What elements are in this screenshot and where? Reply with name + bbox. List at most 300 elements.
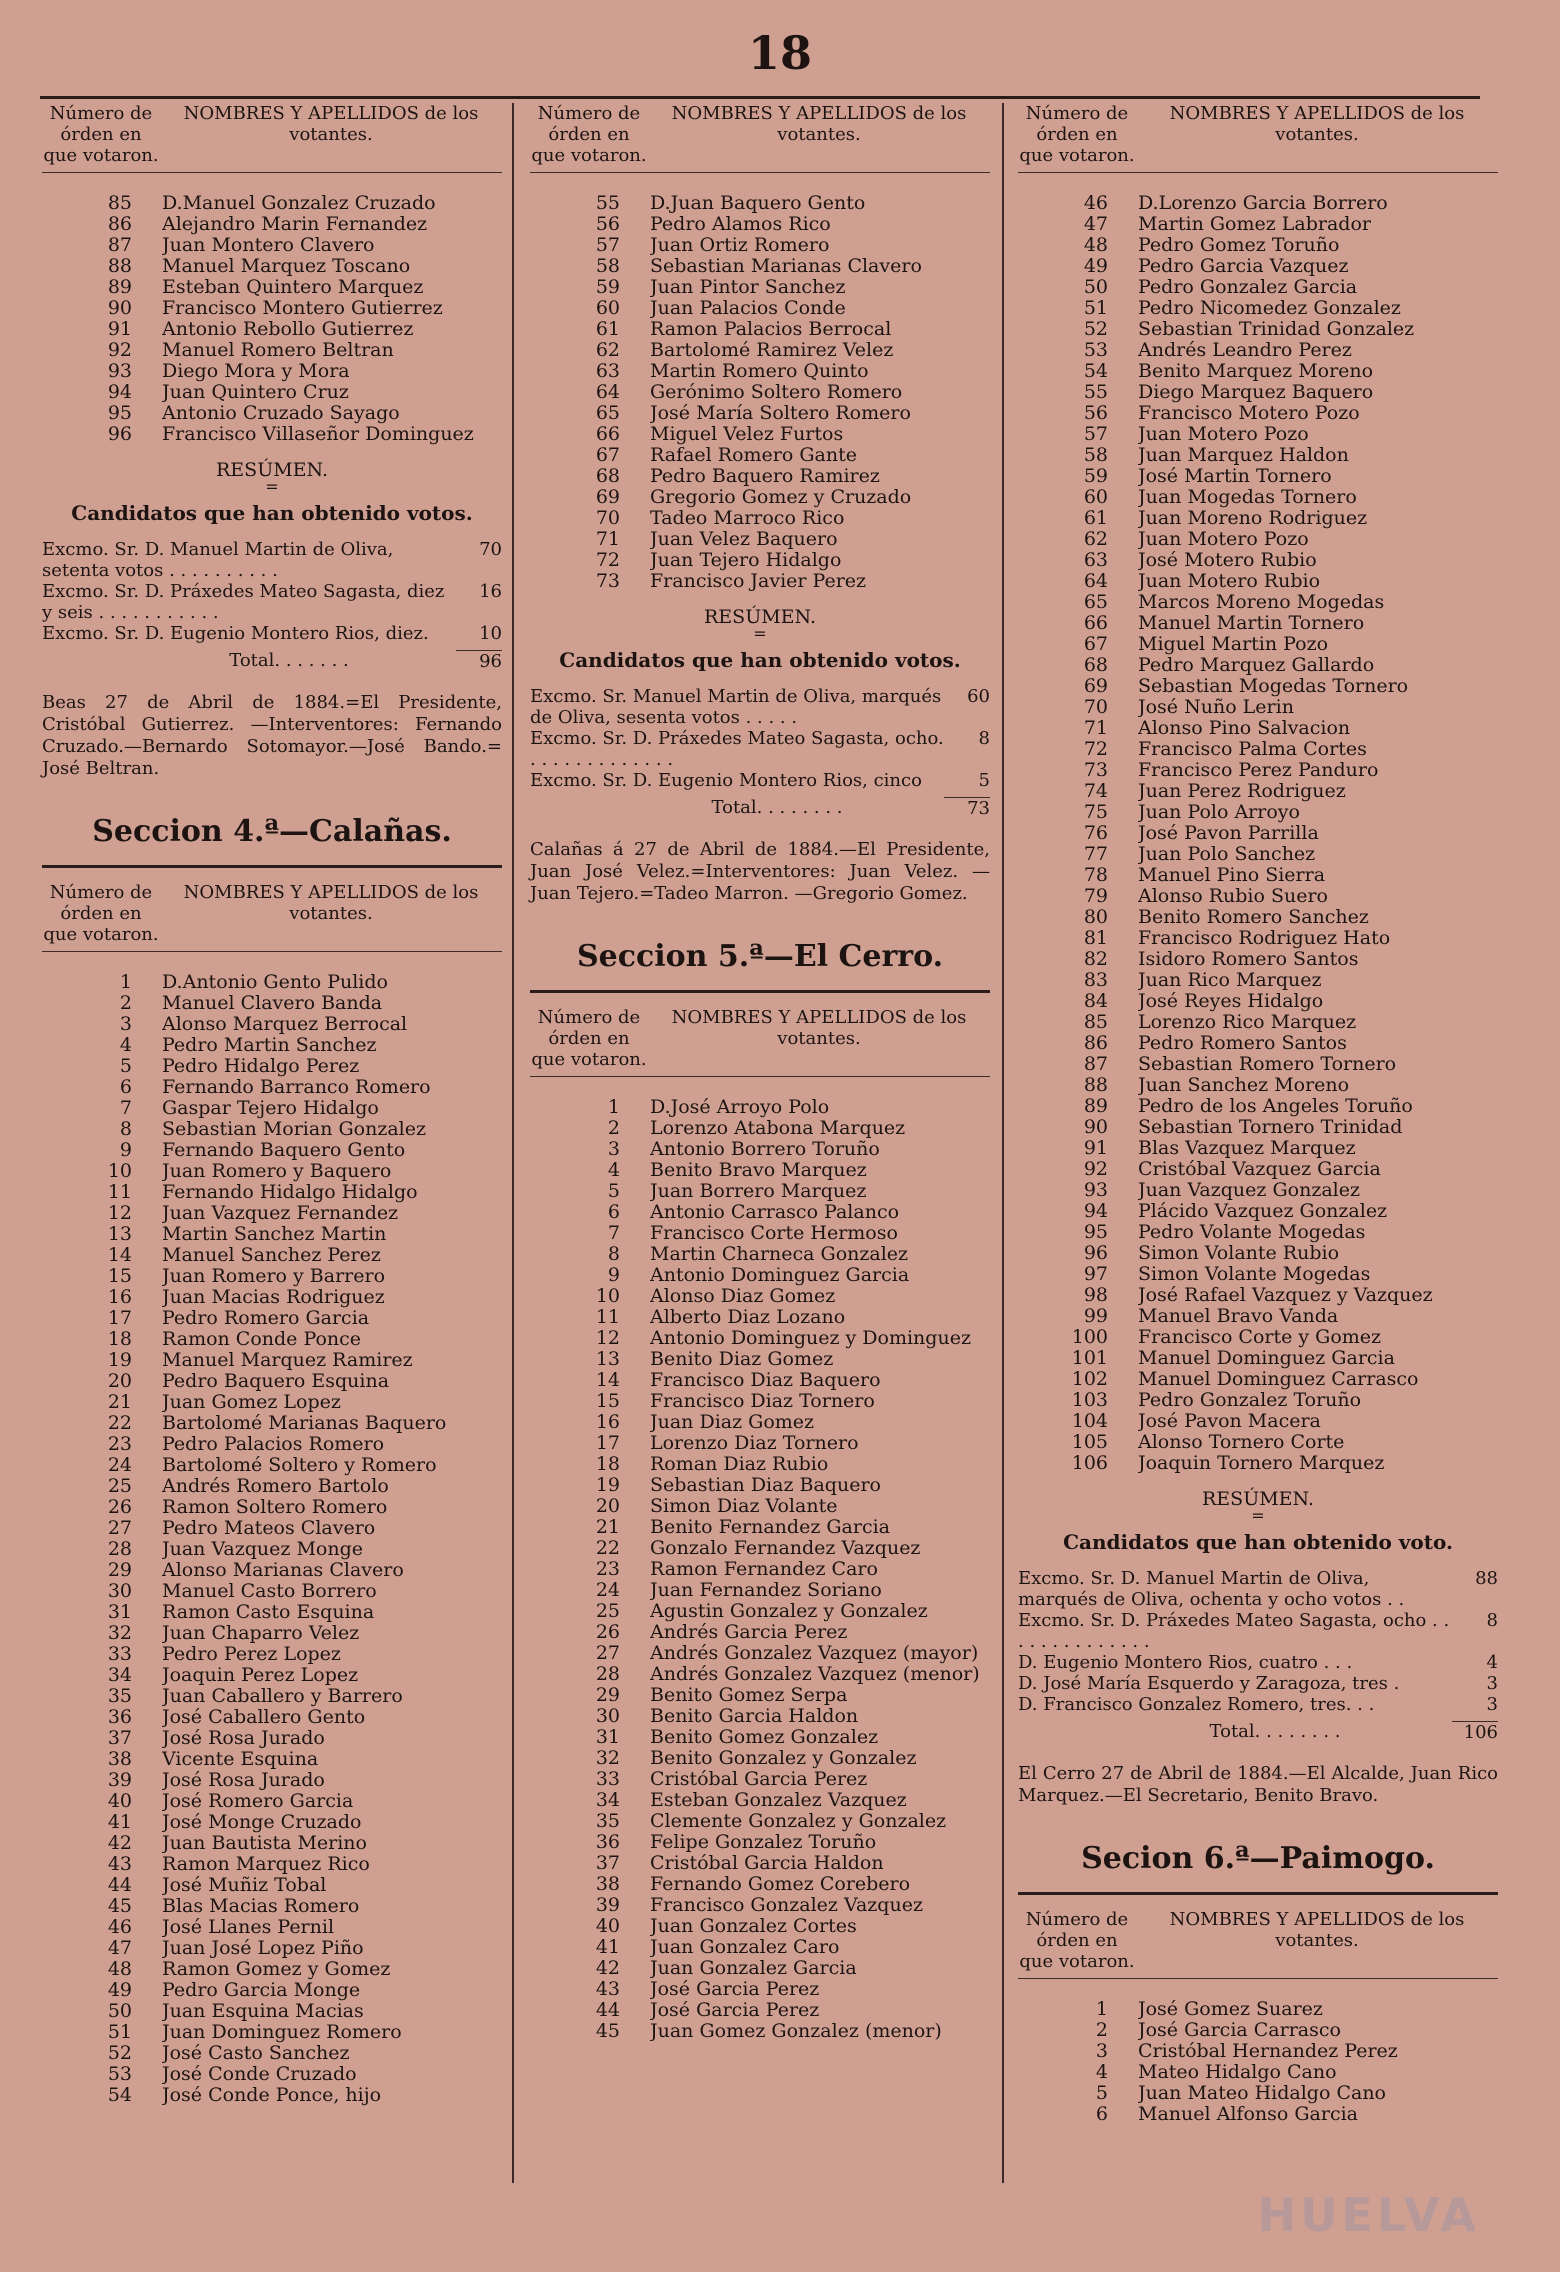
voter-row [530, 1538, 990, 1559]
voter-name: Blas Macias Romero [162, 1896, 360, 1917]
voter-row [530, 1916, 990, 1937]
top-rule [40, 96, 1480, 99]
voter-name: Bartolomé Ramirez Velez [650, 340, 894, 361]
voter-name: Esteban Quintero Marquez [162, 277, 424, 298]
voter-name: Francisco Javier Perez [650, 571, 867, 592]
voter-number: 93 [107, 360, 132, 382]
voter-name: José Casto Sanchez [162, 2043, 350, 2064]
voter-number: 53 [1083, 339, 1108, 361]
voter-number: 105 [1071, 1431, 1108, 1453]
voter-number: 32 [107, 1622, 132, 1644]
voter-number: 31 [107, 1601, 132, 1623]
voter-number: 27 [107, 1517, 132, 1539]
voter-name: Cristóbal Hernandez Perez [1138, 2041, 1398, 2062]
voter-name: Andrés Gonzalez Vazquez (mayor) [650, 1643, 979, 1664]
voter-row [1018, 256, 1498, 277]
voter-name: Manuel Marquez Ramirez [162, 1350, 413, 1371]
voter-name: Gerónimo Soltero Romero [650, 382, 903, 403]
voter-name: Fernando Hidalgo Hidalgo [162, 1182, 418, 1203]
candidate-text: D. Eugenio Montero Rios, cuatro . . . [1018, 1652, 1353, 1673]
voter-row [530, 1307, 990, 1328]
voter-row [530, 1727, 990, 1748]
voter-name: Pedro Mateos Clavero [162, 1518, 376, 1539]
voter-row [1018, 592, 1498, 613]
voter-row [1018, 1369, 1498, 1390]
voter-name: Andrés Leandro Perez [1138, 340, 1352, 361]
voter-name: Andrés Romero Bartolo [162, 1476, 389, 1497]
vote-list [530, 686, 990, 791]
voter-name: Antonio Rebollo Gutierrez [162, 319, 414, 340]
voter-number: 20 [107, 1370, 132, 1392]
voter-row [530, 1517, 990, 1538]
voter-row [530, 277, 990, 298]
voter-number: 66 [1083, 612, 1108, 634]
voter-name: Juan Romero y Barrero [162, 1266, 386, 1287]
voter-row [1018, 214, 1498, 235]
voter-name: Manuel Martin Tornero [1138, 613, 1365, 634]
voter-name: D.Lorenzo Garcia Borrero [1138, 193, 1388, 214]
voter-number: 42 [595, 1957, 620, 1979]
voter-row [530, 256, 990, 277]
voter-row [42, 1287, 502, 1308]
voter-number: 29 [107, 1559, 132, 1581]
section-voter-list [530, 1097, 990, 2042]
voter-row [530, 1181, 990, 1202]
voter-row [530, 529, 990, 550]
voter-number: 99 [1083, 1305, 1108, 1327]
vote-count: 3 [1486, 1673, 1498, 1694]
voter-name: Cristóbal Garcia Haldon [650, 1853, 884, 1874]
voter-number: 4 [607, 1159, 620, 1181]
voter-name: Bartolomé Soltero y Romero [162, 1455, 437, 1476]
voter-number: 65 [1083, 591, 1108, 613]
voter-number: 63 [595, 360, 620, 382]
voter-row [530, 1874, 990, 1895]
voter-name: José Martin Tornero [1138, 466, 1332, 487]
voter-row [42, 235, 502, 256]
voter-name: Juan Motero Rubio [1138, 571, 1321, 592]
voter-row [530, 1895, 990, 1916]
voter-number: 45 [595, 2020, 620, 2042]
header-order: Número de órden en que votaron. [43, 103, 159, 166]
voter-row [1018, 550, 1498, 571]
voter-name: Juan Caballero y Barrero [162, 1686, 403, 1707]
voter-name: José Llanes Pernil [162, 1917, 335, 1938]
voter-row [530, 193, 990, 214]
voter-number: 19 [107, 1349, 132, 1371]
vote-row [42, 623, 502, 644]
voter-name: Juan Gomez Gonzalez (menor) [650, 2021, 942, 2042]
voter-name: Juan Gomez Lopez [162, 1392, 341, 1413]
voter-number: 4 [119, 1034, 132, 1056]
voter-number: 24 [595, 1579, 620, 1601]
voter-number: 1 [119, 971, 132, 993]
table-header [42, 103, 502, 166]
voter-number: 28 [107, 1538, 132, 1560]
voter-row [530, 1370, 990, 1391]
voter-number: 23 [107, 1433, 132, 1455]
candidate-text: Excmo. Sr. D. Manuel Martin de Oliva, marqués de Oliva, ochenta y ocho votos . . [1018, 1568, 1405, 1610]
voter-row [42, 1959, 502, 1980]
vote-row [530, 770, 990, 791]
voter-number: 55 [595, 192, 620, 214]
voter-row [42, 1476, 502, 1497]
voter-row [1018, 739, 1498, 760]
voter-number: 85 [107, 192, 132, 214]
voter-number: 78 [1083, 864, 1108, 886]
voter-row [530, 571, 990, 592]
voter-number: 15 [107, 1265, 132, 1287]
voter-name: José Rosa Jurado [162, 1770, 325, 1791]
voter-number: 90 [1083, 1116, 1108, 1138]
voter-row [42, 1602, 502, 1623]
voter-number: 17 [107, 1307, 132, 1329]
candidate-text: Excmo. Sr. D. Práxedes Mateo Sagasta, ocho. . . . . . . . . . . . . . [530, 728, 944, 770]
voter-number: 68 [1083, 654, 1108, 676]
voter-row [1018, 865, 1498, 886]
voter-row [1018, 760, 1498, 781]
table-header [530, 103, 990, 166]
voter-number: 71 [595, 528, 620, 550]
voter-number: 31 [595, 1726, 620, 1748]
voter-number: 17 [595, 1432, 620, 1454]
voter-name: Juan Diaz Gomez [650, 1412, 815, 1433]
voter-number: 11 [595, 1306, 620, 1328]
voter-number: 94 [107, 381, 132, 403]
voter-number: 64 [595, 381, 620, 403]
voter-row [42, 1329, 502, 1350]
voter-number: 24 [107, 1454, 132, 1476]
voter-name: Benito Romero Sanchez [1138, 907, 1369, 928]
voter-row [530, 1286, 990, 1307]
voter-name: Pedro Baquero Esquina [162, 1371, 390, 1392]
voter-name: José Garcia Perez [650, 2000, 820, 2021]
voter-number: 3 [119, 1013, 132, 1035]
voter-number: 22 [107, 1412, 132, 1434]
voter-row [1018, 718, 1498, 739]
voter-row [1018, 1117, 1498, 1138]
page-number: 18 [747, 26, 812, 80]
voter-list [530, 193, 990, 592]
voter-number: 62 [1083, 528, 1108, 550]
voter-number: 4 [1095, 2061, 1108, 2083]
voter-name: Isidoro Romero Santos [1138, 949, 1359, 970]
voter-name: Esteban Gonzalez Vazquez [650, 1790, 907, 1811]
voter-number: 35 [595, 1810, 620, 1832]
voter-row [42, 1266, 502, 1287]
voter-row [1018, 529, 1498, 550]
voter-row [530, 550, 990, 571]
header-order: Número de órden en que votaron. [1019, 103, 1135, 166]
voter-name: Cristóbal Vazquez Garcia [1138, 1159, 1381, 1180]
voter-name: Andrés Gonzalez Vazquez (menor) [650, 1664, 980, 1685]
voter-row [1018, 1453, 1498, 1474]
voter-name: José María Soltero Romero [650, 403, 911, 424]
voter-row [1018, 949, 1498, 970]
voter-name: Pedro Marquez Gallardo [1138, 655, 1375, 676]
voter-row [1018, 2020, 1498, 2041]
voter-row [530, 1664, 990, 1685]
voter-row [1018, 1201, 1498, 1222]
voter-number: 34 [595, 1789, 620, 1811]
voter-name: Joaquin Perez Lopez [162, 1665, 359, 1686]
voter-row [42, 214, 502, 235]
voter-name: Juan José Lopez Piño [162, 1938, 364, 1959]
voter-row [42, 1686, 502, 1707]
voter-number: 98 [1083, 1284, 1108, 1306]
voter-row [1018, 844, 1498, 865]
total-row [530, 797, 990, 819]
vote-count: 8 [978, 728, 990, 749]
voter-number: 33 [107, 1643, 132, 1665]
vote-count: 70 [479, 539, 502, 560]
voter-number: 54 [1083, 360, 1108, 382]
header-names: NOMBRES Y APELLIDOS de los votantes. [1169, 1909, 1465, 1951]
voter-number: 86 [107, 213, 132, 235]
voter-row [42, 1749, 502, 1770]
voter-name: Pedro de los Angeles Toruño [1138, 1096, 1413, 1117]
voter-row [530, 214, 990, 235]
voter-name: Miguel Martin Pozo [1138, 634, 1329, 655]
voter-number: 67 [1083, 633, 1108, 655]
voter-row [530, 403, 990, 424]
watermark-logo: HUELVA [1257, 2188, 1480, 2242]
section-title: Seccion 4.ª—Calañas. [92, 814, 452, 849]
voter-row [1018, 1180, 1498, 1201]
voter-name: Francisco Rodriguez Hato [1138, 928, 1391, 949]
voter-number: 93 [1083, 1179, 1108, 1201]
voter-name: Benito Gomez Serpa [650, 1685, 848, 1706]
voter-name: Francisco Corte y Gomez [1138, 1327, 1382, 1348]
voter-number: 63 [1083, 549, 1108, 571]
voter-row [1018, 1222, 1498, 1243]
voter-name: José Muñiz Tobal [162, 1875, 327, 1896]
voter-number: 60 [1083, 486, 1108, 508]
voter-name: Juan Gonzalez Cortes [650, 1916, 857, 1937]
voter-row [530, 424, 990, 445]
voter-number: 27 [595, 1642, 620, 1664]
voter-name: Manuel Pino Sierra [1138, 865, 1326, 886]
voter-row [42, 1875, 502, 1896]
voter-row [42, 1644, 502, 1665]
voter-name: Francisco Motero Pozo [1138, 403, 1360, 424]
voter-name: Juan Quintero Cruz [162, 382, 349, 403]
voter-name: Alberto Diaz Lozano [650, 1307, 846, 1328]
voter-number: 80 [1083, 906, 1108, 928]
voter-row [42, 1917, 502, 1938]
voter-number: 36 [107, 1706, 132, 1728]
voter-name: Juan Marquez Haldon [1138, 445, 1349, 466]
voter-number: 44 [107, 1874, 132, 1896]
closing-statement: El Cerro 27 de Abril de 1884.—El Alcalde, Juan Rico Marquez.—El Secretario, Benito Bravo. [1018, 1763, 1498, 1806]
voter-name: Diego Marquez Baquero [1138, 382, 1374, 403]
voter-number: 91 [107, 318, 132, 340]
voter-name: Juan Mateo Hidalgo Cano [1138, 2083, 1386, 2104]
voter-number: 8 [119, 1118, 132, 1140]
voter-number: 58 [595, 255, 620, 277]
voter-name: Sebastian Tornero Trinidad [1138, 1117, 1403, 1138]
voter-name: Alonso Tornero Corte [1138, 1432, 1345, 1453]
voter-name: Pedro Garcia Vazquez [1138, 256, 1349, 277]
voter-row [1018, 2041, 1498, 2062]
voter-row [1018, 1033, 1498, 1054]
voter-name: Juan Dominguez Romero [162, 2022, 402, 2043]
voter-number: 87 [1083, 1053, 1108, 1075]
voter-row [42, 1077, 502, 1098]
voter-name: Antonio Borrero Toruño [650, 1139, 880, 1160]
voter-row [42, 424, 502, 445]
voter-row [530, 1769, 990, 1790]
voter-row [1018, 193, 1498, 214]
voter-number: 62 [595, 339, 620, 361]
voter-number: 37 [107, 1727, 132, 1749]
voter-number: 74 [1083, 780, 1108, 802]
voter-name: Sebastian Romero Tornero [1138, 1054, 1397, 1075]
voter-row [1018, 634, 1498, 655]
voter-row [1018, 886, 1498, 907]
voter-number: 22 [595, 1537, 620, 1559]
voter-row [42, 1161, 502, 1182]
voter-name: D.José Arroyo Polo [650, 1097, 830, 1118]
voter-name: Juan Polo Arroyo [1138, 802, 1300, 823]
voter-row [1018, 424, 1498, 445]
voter-name: Juan Motero Pozo [1138, 424, 1309, 445]
voter-number: 102 [1071, 1368, 1108, 1390]
voter-name: Andrés Garcia Perez [650, 1622, 848, 1643]
column-divider [512, 103, 514, 2183]
vote-count: 5 [978, 770, 990, 791]
voter-name: Juan Pintor Sanchez [650, 277, 846, 298]
voter-name: Pedro Gonzalez Toruño [1138, 1390, 1362, 1411]
vote-count: 88 [1475, 1568, 1498, 1589]
voter-row [42, 1854, 502, 1875]
voter-name: Tadeo Marroco Rico [650, 508, 845, 529]
voter-name: Benito Gonzalez y Gonzalez [650, 1748, 917, 1769]
voter-number: 56 [595, 213, 620, 235]
voter-number: 83 [1083, 969, 1108, 991]
voter-number: 1 [607, 1096, 620, 1118]
voter-row [530, 340, 990, 361]
voter-row [1018, 1138, 1498, 1159]
voter-row [42, 256, 502, 277]
vote-count: 4 [1486, 1652, 1498, 1673]
voter-name: Sebastian Mogedas Tornero [1138, 676, 1409, 697]
voter-number: 67 [595, 444, 620, 466]
voter-row [530, 1622, 990, 1643]
voter-row [530, 1601, 990, 1622]
voter-name: Juan Mogedas Tornero [1138, 487, 1357, 508]
voter-row [530, 1118, 990, 1139]
voter-row [42, 1665, 502, 1686]
voter-number: 106 [1071, 1452, 1108, 1474]
voter-row [530, 2000, 990, 2021]
voter-number: 21 [595, 1516, 620, 1538]
voter-row [1018, 1159, 1498, 1180]
voter-number: 9 [607, 1264, 620, 1286]
voter-name: Fernando Barranco Romero [162, 1077, 431, 1098]
voter-name: Manuel Alfonso Garcia [1138, 2104, 1358, 2125]
voter-row [530, 1475, 990, 1496]
voter-number: 57 [1083, 423, 1108, 445]
voter-name: Alonso Pino Salvacion [1138, 718, 1351, 739]
voter-row [530, 1706, 990, 1727]
voter-name: Plácido Vazquez Gonzalez [1138, 1201, 1388, 1222]
vote-list [1018, 1568, 1498, 1715]
voter-number: 10 [595, 1285, 620, 1307]
voter-name: Benito Gomez Gonzalez [650, 1727, 879, 1748]
voter-number: 40 [595, 1915, 620, 1937]
voter-row [42, 1896, 502, 1917]
voter-name: Alonso Marianas Clavero [162, 1560, 404, 1581]
voter-number: 85 [1083, 1011, 1108, 1033]
voter-row [530, 1790, 990, 1811]
voter-name: Pedro Palacios Romero [162, 1434, 385, 1455]
total-label: Total. . . . . . . . [711, 797, 843, 818]
voter-row [42, 298, 502, 319]
voter-row [530, 1139, 990, 1160]
voter-number: 49 [107, 1979, 132, 2001]
voter-name: Juan Gonzalez Caro [650, 1937, 840, 1958]
voter-name: Benito Bravo Marquez [650, 1160, 867, 1181]
voter-row [530, 1937, 990, 1958]
voter-number: 12 [595, 1327, 620, 1349]
voter-name: Bartolomé Marianas Baquero [162, 1413, 447, 1434]
voter-number: 44 [595, 1999, 620, 2021]
voter-name: Pedro Gomez Toruño [1138, 235, 1340, 256]
voter-row [530, 298, 990, 319]
voter-name: Sebastian Diaz Baquero [650, 1475, 881, 1496]
voter-name: Pedro Romero Garcia [162, 1308, 370, 1329]
voter-row [530, 1811, 990, 1832]
voter-number: 13 [595, 1348, 620, 1370]
total-value: 106 [1452, 1721, 1498, 1743]
voter-row [42, 2064, 502, 2085]
voter-number: 39 [107, 1769, 132, 1791]
vote-row [1018, 1568, 1498, 1610]
voter-row [1018, 445, 1498, 466]
voter-row [530, 1328, 990, 1349]
voter-row [42, 2085, 502, 2106]
voter-name: Ramon Marquez Rico [162, 1854, 370, 1875]
voter-number: 79 [1083, 885, 1108, 907]
voter-name: Ramon Gomez y Gomez [162, 1959, 391, 1980]
voter-row [42, 382, 502, 403]
voter-row [530, 1223, 990, 1244]
section-voter-list [1018, 1999, 1498, 2125]
resumen-title: RESÚMEN. [216, 459, 328, 481]
voter-name: Francisco Gonzalez Vazquez [650, 1895, 923, 1916]
voter-name: Agustin Gonzalez y Gonzalez [650, 1601, 928, 1622]
header-names: NOMBRES Y APELLIDOS de los votantes. [671, 103, 967, 145]
voter-row [42, 1623, 502, 1644]
voter-row [1018, 1285, 1498, 1306]
voter-row [1018, 235, 1498, 256]
voter-row [42, 1014, 502, 1035]
voter-number: 43 [107, 1853, 132, 1875]
voter-name: Fernando Baquero Gento [162, 1140, 406, 1161]
voter-name: Benito Fernandez Garcia [650, 1517, 890, 1538]
column-2: Número de órden en que votaron. NOMBRES Y APELLIDOS de los votantes. 55 D.Juan Baquero Gento 56 Pedro Alamos Rico 57 Juan Ortiz Romero 58 Sebastian Marianas Clavero 59 Juan Pintor Sanchez 60 Juan Palacios Conde 61 Ramon Palacios Berrocal 62 Bartolomé Ramirez Velez 63 Martin Romero Quinto 64 Gerónimo Soltero Romero 65 José María Soltero Romero 66 Miguel Velez Furtos 67 Rafael Romero Gante 68 Pedro Baquero Ramirez 69 Gregorio Gomez y Cruzado 70 Tadeo Marroco Rico 71 Juan Velez Baquero 72 Juan Tejero Hidalgo 73 Francisco Javier Perez RESÚMEN. = Candidatos que han obtenido votos. Excmo. Sr. Manuel Martin de Oliva, marqués de Oliva, sesenta votos . . . . . 60 Excmo. Sr. D. Práxedes Mateo Sagasta, ocho. . . . . . . . . . . . . . 8 Excmo. Sr. D. Eugenio Montero Rios, cinco 5 Total. . . . . . . . 73 Calañas á 27 de Abril de 1884.—El Presidente, Juan José Velez.=Interventores: Juan Velez. —Juan Tejero.=Tadeo Marron. —Gregorio Gomez. Seccion 5.ª—El Cerro. Número de órden en que votaron. NOMBRES Y APELLIDOS de los votantes. 1 D.José Arroyo Polo 2 Lorenzo Atabona Marquez 3 Antonio Borrero Toruño 4 Benito Bravo Marquez 5 Juan Borrero Marquez 6 Antonio Carrasco Palanco 7 Francisco Corte Hermoso 8 Martin Charneca Gonzalez 9 Antonio Dominguez Garcia 10 Alonso Diaz Gomez 11 Alberto Diaz Lozano 12 Antonio Dominguez y Dominguez 13 Benito Diaz Gomez 14 Francisco Diaz Baquero 15 Francisco Diaz Tornero 16 Juan Diaz Gomez 17 Lorenzo Diaz Tornero 18 Roman Diaz Rubio 19 Sebastian Diaz Baquero 20 Simon Diaz Volante 21 Benito Fernandez Garcia 22 Gonzalo Fernandez Vazquez 23 Ramon Fernandez Caro 24 Juan Fernandez Soriano 25 Agustin Gonzalez y Gonzalez 26 Andrés Garcia Perez 27 Andrés Gonzalez Vazquez (mayor) 28 Andrés Gonzalez Vazquez (menor) 29 Benito Gomez Serpa 30 Benito Garcia Haldon 31 Benito Gomez Gonzalez 32 Benito Gonzalez y Gonzalez 33 Cristóbal Garcia Perez 34 Esteban Gonzalez Vazquez 35 Clemente Gonzalez y Gonzalez 36 Felipe Gonzalez Toruño 37 Cristóbal Garcia Haldon 38 Fernando Gomez Corebero 39 Francisco Gonzalez Vazquez 40 Juan Gonzalez Cortes 41 Juan Gonzalez Caro 42 Juan Gonzalez Garcia 43 José Garcia Perez 44 José Garcia Perez 45 Juan Gomez Gonzalez (menor) [530, 103, 990, 2042]
voter-name: Francisco Diaz Tornero [650, 1391, 875, 1412]
voter-number: 46 [107, 1916, 132, 1938]
voter-row [530, 1979, 990, 2000]
voter-row [530, 1265, 990, 1286]
voter-number: 95 [107, 402, 132, 424]
voter-row [530, 1202, 990, 1223]
voter-number: 97 [1083, 1263, 1108, 1285]
voter-name: José Rosa Jurado [162, 1728, 325, 1749]
voter-number: 2 [1095, 2019, 1108, 2041]
